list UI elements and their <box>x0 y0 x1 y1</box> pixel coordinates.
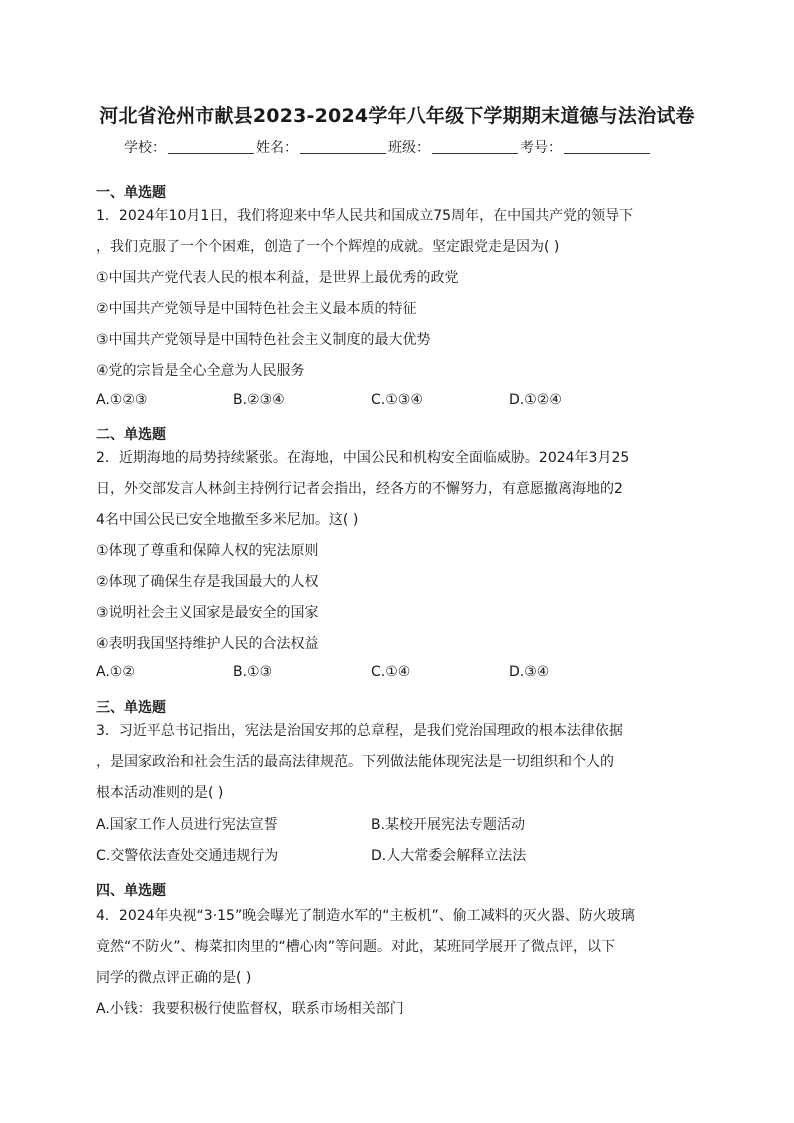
question-text: 2．近期海地的局势持续紧张。在海地，中国公民和机构安全面临威胁。2024年3月25 <box>96 450 630 466</box>
question-text: ，我们克服了一个个困难，创造了一个个辉煌的成就。坚定跟党走是因为( ) <box>96 239 560 255</box>
choice-d[interactable]: D.③④ <box>509 664 550 680</box>
section-heading: 四、单选题 <box>96 883 166 899</box>
question-text: 竟然“不防火”、梅菜扣肉里的“槽心肉”等问题。对此，某班同学展开了微点评，以下 <box>96 939 616 955</box>
choice-a[interactable]: A.①②③ <box>96 392 148 408</box>
statement-item: ②体现了确保生存是我国最大的人权 <box>96 574 319 590</box>
school-label: 学校： <box>124 140 166 156</box>
question-text: ，是国家政治和社会生活的最高法律规范。下列做法能体现宪法是一切组织和个人的 <box>96 754 614 770</box>
statement-item: ①中国共产党代表人民的根本利益，是世界上最优秀的政党 <box>96 270 459 286</box>
choice-a[interactable]: A.国家工作人员进行宪法宣誓 <box>96 817 278 833</box>
class-blank[interactable] <box>432 138 518 154</box>
statement-item: ③中国共产党领导是中国特色社会主义制度的最大优势 <box>96 332 431 348</box>
choice-d[interactable]: D.人大常委会解释立法法 <box>371 848 527 864</box>
choice-b[interactable]: B.①③ <box>233 664 273 680</box>
section-heading: 一、单选题 <box>96 185 166 201</box>
number-blank[interactable] <box>564 138 650 154</box>
question-text: 1．2024年10月1日，我们将迎来中华人民共和国成立75周年，在中国共产党的领导下 <box>96 208 634 224</box>
statement-item: ①体现了尊重和保障人权的宪法原则 <box>96 543 319 559</box>
statement-item: ④表明我国坚持维护人民的合法权益 <box>96 636 319 652</box>
choice-a[interactable]: A.①② <box>96 664 135 680</box>
statement-item: ②中国共产党领导是中国特色社会主义最本质的特征 <box>96 301 417 317</box>
question-text: 同学的微点评正确的是( ) <box>96 970 252 986</box>
choice-b[interactable]: B.②③④ <box>233 392 285 408</box>
question-text: 日，外交部发言人林剑主持例行记者会指出，经各方的不懈努力，有意愿撤离海地的2 <box>96 481 623 497</box>
name-blank[interactable] <box>300 138 386 154</box>
choice-c[interactable]: C.①③④ <box>371 392 423 408</box>
choice-c[interactable]: C.交警依法查处交通违规行为 <box>96 848 279 864</box>
number-label: 考号： <box>520 140 562 156</box>
section-heading: 三、单选题 <box>96 700 166 716</box>
question-text: 4．2024年央视“3·15”晚会曝光了制造水军的“主板机”、偷工减料的灭火器、防火玻璃 <box>96 908 635 924</box>
choice-d[interactable]: D.①②④ <box>509 392 562 408</box>
exam-title: 河北省沧州市献县2023-2024学年八年级下学期期末道德与法治试卷 <box>99 105 695 127</box>
choice-c[interactable]: C.①④ <box>371 664 411 680</box>
choice-a[interactable]: A.小钱：我要积极行使监督权，联系市场相关部门 <box>96 1001 404 1017</box>
class-label: 班级： <box>388 140 430 156</box>
student-info-row <box>124 137 652 157</box>
question-text: 3．习近平总书记指出，宪法是治国安邦的总章程，是我们党治国理政的根本法律依据 <box>96 723 623 739</box>
choice-b[interactable]: B.某校开展宪法专题活动 <box>371 817 526 833</box>
question-text: 根本活动准则的是( ) <box>96 785 224 801</box>
statement-item: ④党的宗旨是全心全意为人民服务 <box>96 363 305 379</box>
section-heading: 二、单选题 <box>96 427 166 443</box>
school-blank[interactable] <box>168 138 254 154</box>
name-label: 姓名： <box>256 140 298 156</box>
statement-item: ③说明社会主义国家是最安全的国家 <box>96 605 319 621</box>
question-text: 4名中国公民已安全地撤至多米尼加。这( ) <box>96 512 359 528</box>
